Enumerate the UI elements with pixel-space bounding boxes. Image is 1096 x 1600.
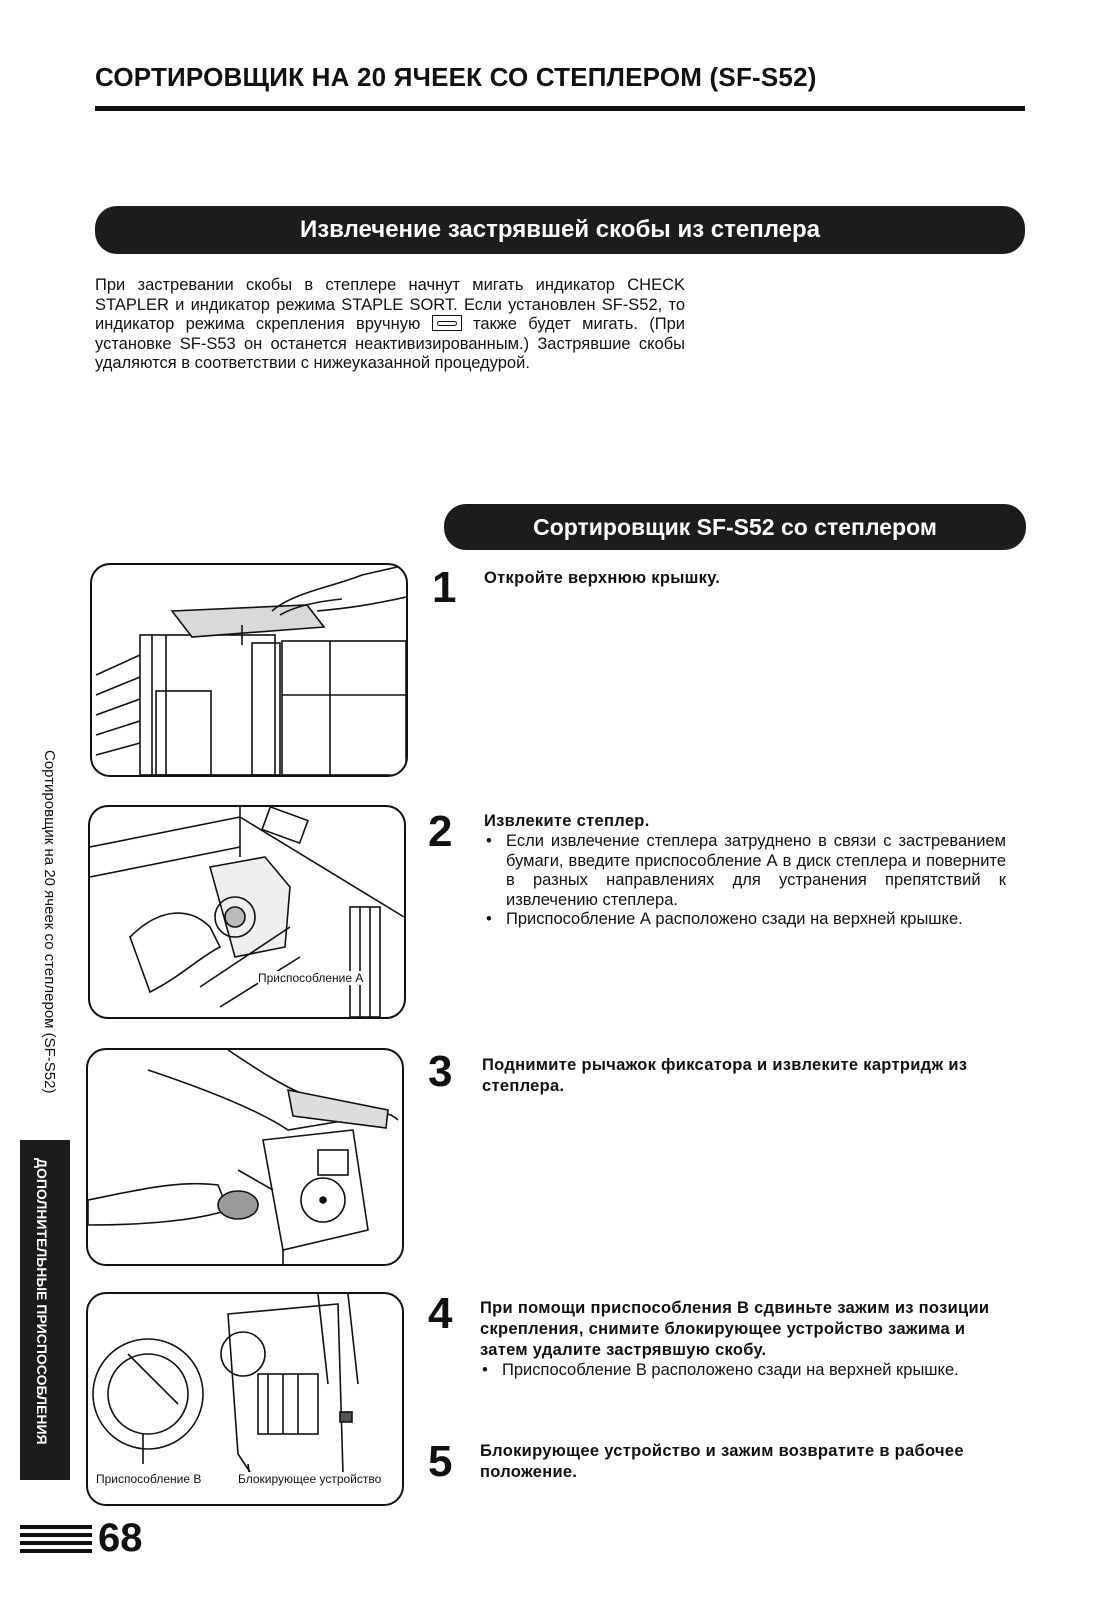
step-2-bullet: • Приспособление А расположено сзади на верхней крышке. xyxy=(484,910,1006,930)
step-2-bullet: • Если извлечение степлера затруднено в связи с застреванием бумаги, введите приспособление А в диск степлера и поверните в разных направлениях для устранения препятствий к извлечению степлера. xyxy=(484,832,1006,910)
step-3-number: 3 xyxy=(428,1047,453,1096)
cartridge-removal-illustration xyxy=(88,1050,402,1264)
figure-remove-stapler xyxy=(88,805,406,1019)
step-4-title: При помощи приспособления В сдвиньте зажим из позиции скрепления, снимите блокирующее устройство зажима и затем удалите застрявшую скобу. xyxy=(480,1299,990,1359)
page-number: 68 xyxy=(98,1516,143,1560)
fig4-label-tool-b: Приспособление В xyxy=(96,1472,202,1486)
step-4-bullet: • Приспособление В расположено сзади на верхней крышке. xyxy=(480,1361,1004,1381)
side-section-tab xyxy=(20,1140,70,1480)
title-rule xyxy=(95,106,1025,111)
section-banner-text: Извлечение застрявшей скобы из степлера xyxy=(299,216,821,243)
manual-staple-icon xyxy=(432,315,462,331)
intro-paragraph xyxy=(95,276,685,374)
section-banner xyxy=(95,206,1025,254)
page-number-bars xyxy=(20,1525,92,1557)
step-4-number: 4 xyxy=(428,1289,453,1338)
fig2-label: Приспособление А xyxy=(258,971,364,985)
step-1-title: Откройте верхнюю крышку. xyxy=(484,569,721,587)
step-3-title: Поднимите рычажок фиксатора и извлеките картридж из степлера. xyxy=(482,1056,968,1095)
step-5-title: Блокирующее устройство и зажим возвратите в рабочее положение. xyxy=(480,1442,964,1481)
side-running-text: Сортировщик на 20 ячеек со степлером (SF-S52) xyxy=(41,750,58,1094)
step-2-bullets xyxy=(484,832,1006,930)
step-2-title: Извлеките степлер. xyxy=(484,812,650,830)
page-title: СОРТИРОВЩИК НА 20 ЯЧЕЕК СО СТЕПЛЕРОМ (SF-S52) xyxy=(95,62,817,92)
stapler-removal-illustration xyxy=(90,807,404,1017)
step-1-number: 1 xyxy=(432,563,457,612)
top-cover-illustration xyxy=(92,565,406,775)
subsection-banner xyxy=(444,504,1026,550)
subsection-banner-text: Сортировщик SF-S52 со степлером xyxy=(533,513,937,540)
step-2-number: 2 xyxy=(428,807,453,856)
side-section-tab-label: ДОПОЛНИТЕЛЬНЫЕ ПРИСПОСОБЛЕНИЯ xyxy=(34,1158,50,1445)
figure-clamp-blocking-device xyxy=(86,1292,404,1506)
step-5-number: 5 xyxy=(428,1437,453,1486)
figure-remove-cartridge xyxy=(86,1048,404,1266)
step-4-bullets xyxy=(480,1361,1004,1381)
intro-text-part2: также будет мигать. (При установке SF-S53 он останется неактивизированным.) Застрявшие скобы удаляются в соответствии с нижеуказанной процедурой. xyxy=(95,315,685,372)
figure-open-top-cover xyxy=(90,563,408,777)
fig4-label-blocking-device: Блокирующее устройство xyxy=(238,1472,382,1486)
intro-text-part1: При застревании скобы в степлере начнут мигать индикатор CHECK STAPLER и индикатор режима STAPLE SORT. Если установлен SF-S52, то индикатор режима скрепления вручную xyxy=(95,276,685,333)
